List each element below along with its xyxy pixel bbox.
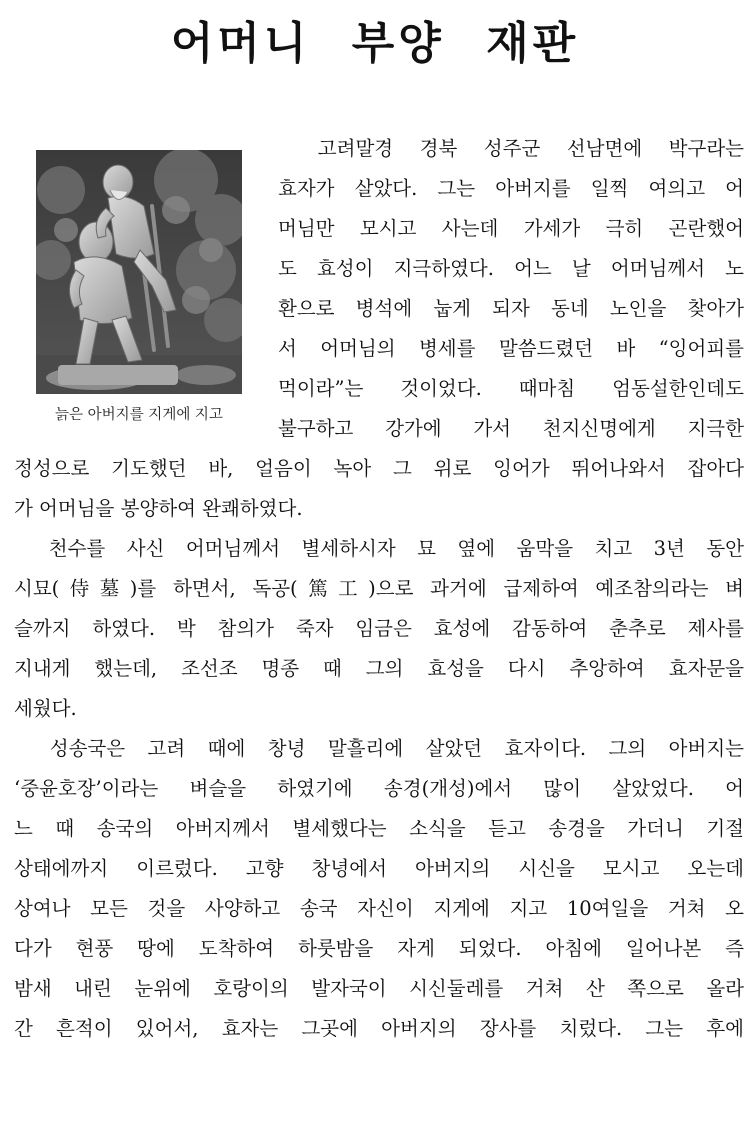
- text-line: 불구하고 강가에 가서 천지신명에게 지극한: [278, 417, 744, 440]
- photo-figure: [36, 150, 242, 426]
- page-title: 어머니 부양 재판: [170, 18, 580, 69]
- text-line: 먹이라”는 것이었다. 때마침 엄동설한인데도: [278, 377, 744, 400]
- text-line: 시묘(侍墓)를 하면서, 독공(篤工)으로 과거에 급제하여 예조참의라는 벼: [14, 577, 744, 600]
- text-line: 서 어머님의 병세를 말씀드렸던 바 “잉어피를: [278, 337, 744, 360]
- text-line: 성송국은 고려 때에 창녕 말흘리에 살았던 효자이다. 그의 아버지는: [14, 737, 744, 760]
- text-line: 다가 현풍 땅에 도착하여 하룻밤을 자게 되었다. 아침에 일어나본 즉: [14, 937, 744, 960]
- text-line: 밤새 내린 눈위에 호랑이의 발자국이 시신둘레를 거쳐 산 쪽으로 올라: [14, 977, 744, 1000]
- text-line: 정성으로 기도했던 바, 얼음이 녹아 그 위로 잉어가 뛰어나와서 잡아다: [14, 457, 744, 480]
- text-line: 머님만 모시고 사는데 가세가 극히 곤란했어: [278, 217, 744, 240]
- photo-caption: 늙은 아버지를 지게에 지고: [55, 407, 223, 423]
- text-line: 효자가 살았다. 그는 아버지를 일찍 여의고 어: [278, 177, 744, 200]
- text-line: 지내게 했는데, 조선조 명종 때 그의 효성을 다시 추앙하여 효자문을: [14, 657, 744, 680]
- text-line: 가 어머님을 봉양하여 완쾌하였다.: [14, 497, 303, 520]
- text-line: 도 효성이 지극하였다. 어느 날 어머님께서 노: [278, 257, 744, 280]
- text-line: 느 때 송국의 아버지께서 별세했다는 소식을 듣고 송경을 가더니 기절: [14, 817, 744, 840]
- text-line: 상여나 모든 것을 사양하고 송국 자신이 지게에 지고 10여일을 거쳐 오: [14, 897, 744, 920]
- statue-photo: [36, 150, 242, 394]
- text-line: 세웠다.: [14, 697, 77, 720]
- text-line: 고려말경 경북 성주군 선남면에 박구라는: [278, 137, 744, 160]
- text-line: 환으로 병석에 눕게 되자 동네 노인을 찾아가: [278, 297, 744, 320]
- text-line: ‘중윤호장’이라는 벼슬을 하였기에 송경(개성)에서 많이 살았었다. 어: [14, 777, 744, 800]
- text-line: 상태에까지 이르렀다. 고향 창녕에서 아버지의 시신을 모시고 오는데: [14, 857, 744, 880]
- text-line: 천수를 사신 어머님께서 별세하시자 묘 옆에 움막을 치고 3년 동안: [14, 537, 744, 560]
- text-line: 슬까지 하였다. 박 참의가 죽자 임금은 효성에 감동하여 춘추로 제사를: [14, 617, 744, 640]
- text-line: 간 흔적이 있어서, 효자는 그곳에 아버지의 장사를 치렀다. 그는 후에: [14, 1017, 744, 1040]
